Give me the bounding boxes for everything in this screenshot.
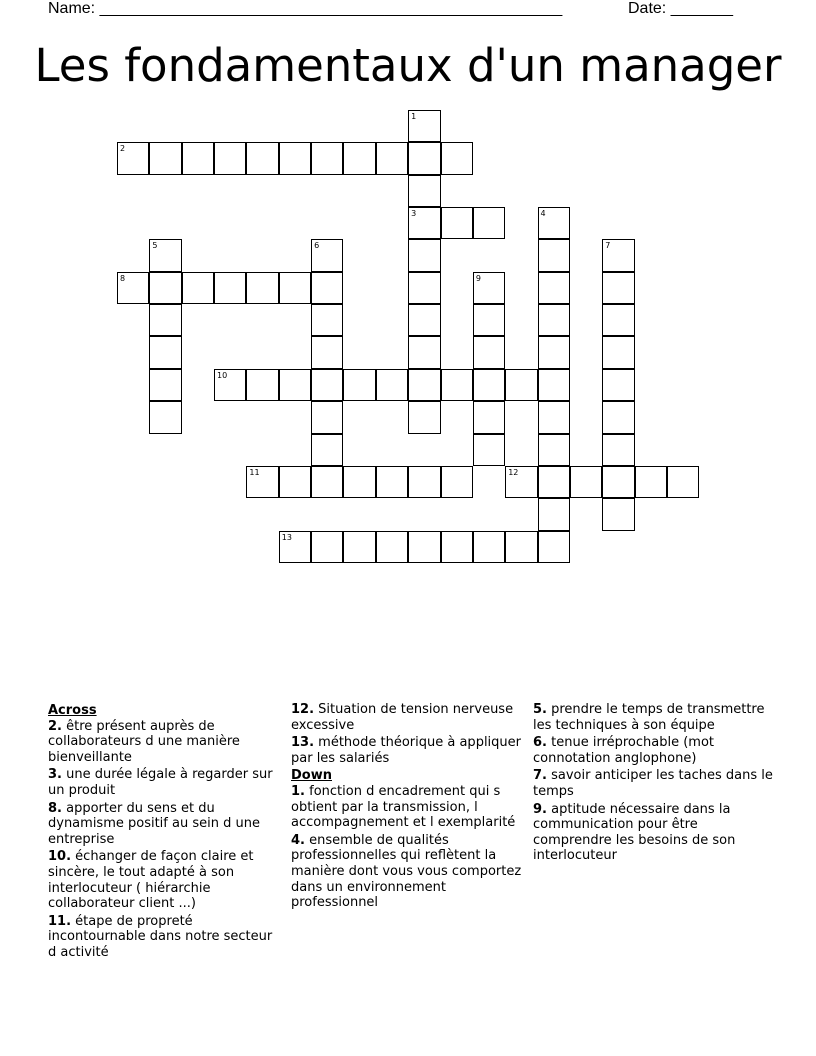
- clue-number-label: 7: [605, 241, 611, 251]
- crossword-cell[interactable]: [538, 336, 570, 368]
- clue-number: 3.: [48, 767, 62, 783]
- clue-number: 4.: [291, 832, 305, 848]
- clue-number-label: 10: [217, 370, 228, 380]
- crossword-cell[interactable]: [311, 272, 343, 304]
- crossword-cell[interactable]: [408, 272, 440, 304]
- clue-text: fonction d encadrement qui s obtient par la transmission, l accompagnement et l exemplarité: [291, 783, 516, 831]
- clue-text: apporter du sens et du dynamisme positif au sein d une entreprise: [48, 800, 260, 847]
- crossword-cell[interactable]: [570, 466, 602, 498]
- crossword-cell[interactable]: [602, 336, 634, 368]
- crossword-cell[interactable]: [149, 401, 181, 433]
- crossword-cell[interactable]: [343, 369, 375, 401]
- clue-text: ensemble de qualités professionnelles qui reflètent la manière dont vous vous comportez dans un environnement professionnel: [291, 832, 522, 911]
- crossword-cell[interactable]: [376, 369, 408, 401]
- crossword-cell[interactable]: [376, 531, 408, 563]
- crossword-cell[interactable]: [473, 434, 505, 466]
- crossword-cell[interactable]: [602, 304, 634, 336]
- crossword-cell[interactable]: [441, 207, 473, 239]
- clue-down-4: [291, 833, 527, 911]
- crossword-cell[interactable]: [343, 142, 375, 174]
- crossword-cell[interactable]: [505, 369, 537, 401]
- crossword-cell[interactable]: [214, 142, 246, 174]
- crossword-cell[interactable]: [214, 272, 246, 304]
- clue-number: 1.: [291, 783, 305, 799]
- crossword-cell[interactable]: [149, 239, 181, 271]
- crossword-cell[interactable]: [149, 142, 181, 174]
- crossword-cell[interactable]: [343, 531, 375, 563]
- crossword-cell[interactable]: [538, 207, 570, 239]
- clue-number: 2.: [48, 718, 62, 734]
- clue-number: 6.: [533, 735, 547, 751]
- crossword-cell[interactable]: [602, 498, 634, 530]
- crossword-cell[interactable]: [538, 531, 570, 563]
- crossword-grid: [117, 110, 699, 564]
- clue-number-label: 2: [120, 144, 126, 154]
- crossword-cell[interactable]: [149, 336, 181, 368]
- crossword-cell[interactable]: [279, 142, 311, 174]
- crossword-cell[interactable]: [343, 466, 375, 498]
- crossword-cell[interactable]: [538, 369, 570, 401]
- clue-text: méthode théorique à appliquer par les salariés: [291, 735, 521, 766]
- page-title: Les fondamentaux d'un manager: [34, 39, 782, 92]
- clue-text: savoir anticiper les taches dans le temps: [533, 768, 773, 799]
- clue-text: étape de propreté incontournable dans notre secteur d activité: [48, 913, 273, 960]
- crossword-cell[interactable]: [408, 110, 440, 142]
- crossword-cell[interactable]: [279, 369, 311, 401]
- crossword-cell[interactable]: [473, 531, 505, 563]
- clue-number: 5.: [533, 702, 547, 717]
- crossword-cell[interactable]: [246, 369, 278, 401]
- clue-number: 12.: [291, 702, 315, 717]
- crossword-cell[interactable]: [473, 272, 505, 304]
- crossword-cell[interactable]: [538, 401, 570, 433]
- crossword-cell[interactable]: [279, 272, 311, 304]
- crossword-cell[interactable]: [505, 466, 537, 498]
- crossword-cell[interactable]: [473, 207, 505, 239]
- clue-number: 11.: [48, 913, 72, 929]
- crossword-cell[interactable]: [441, 531, 473, 563]
- down-heading: Down: [291, 768, 332, 784]
- crossword-cell[interactable]: [149, 304, 181, 336]
- crossword-cell[interactable]: [311, 401, 343, 433]
- clue-number: 9.: [533, 801, 547, 817]
- crossword-cell[interactable]: [441, 466, 473, 498]
- clues-column-1: [48, 702, 282, 963]
- crossword-cell[interactable]: [311, 434, 343, 466]
- clue-number-label: 13: [281, 532, 292, 542]
- crossword-cell[interactable]: [602, 466, 634, 498]
- crossword-cell[interactable]: [279, 531, 311, 563]
- clues-column-3: [533, 702, 773, 866]
- crossword-cell[interactable]: [311, 531, 343, 563]
- crossword-cell[interactable]: [602, 369, 634, 401]
- date-field-label: Date: _______: [628, 0, 733, 17]
- crossword-cell[interactable]: [408, 531, 440, 563]
- crossword-cell[interactable]: [246, 272, 278, 304]
- crossword-cell[interactable]: [408, 336, 440, 368]
- crossword-cell[interactable]: [408, 239, 440, 271]
- clue-text: aptitude nécessaire dans la communication pour être comprendre les besoins de son interlocuteur: [533, 801, 736, 864]
- clue-across-2: [48, 719, 282, 766]
- crossword-cell[interactable]: [246, 466, 278, 498]
- clue-number-label: 8: [120, 273, 126, 283]
- clue-number: 8.: [48, 800, 62, 816]
- crossword-cell[interactable]: [408, 175, 440, 207]
- crossword-cell[interactable]: [441, 142, 473, 174]
- clue-across-10: [48, 849, 282, 911]
- crossword-cell[interactable]: [473, 336, 505, 368]
- crossword-cell[interactable]: [246, 142, 278, 174]
- crossword-cell[interactable]: [538, 498, 570, 530]
- crossword-cell[interactable]: [408, 142, 440, 174]
- crossword-cell[interactable]: [408, 466, 440, 498]
- crossword-cell[interactable]: [149, 272, 181, 304]
- clue-across-8: [48, 801, 282, 848]
- crossword-cell[interactable]: [473, 401, 505, 433]
- crossword-cell[interactable]: [117, 272, 149, 304]
- crossword-cell[interactable]: [667, 466, 699, 498]
- clue-down-1: [291, 784, 527, 831]
- clue-number-label: 3: [411, 209, 417, 219]
- crossword-cell[interactable]: [602, 401, 634, 433]
- crossword-cell[interactable]: [538, 434, 570, 466]
- crossword-cell[interactable]: [149, 369, 181, 401]
- crossword-cell[interactable]: [311, 304, 343, 336]
- clue-number-label: 1: [411, 112, 417, 121]
- crossword-cell[interactable]: [311, 239, 343, 271]
- clue-text: prendre le temps de transmettre les techniques à son équipe: [533, 702, 765, 733]
- crossword-cell[interactable]: [311, 466, 343, 498]
- clue-text: échanger de façon claire et sincère, le tout adapté à son interlocuteur ( hiérarchie collaborateur client ...): [48, 849, 254, 912]
- clue-text: tenue irréprochable (mot connotation anglophone): [533, 735, 715, 766]
- crossword-cell[interactable]: [182, 142, 214, 174]
- clue-number-label: 9: [475, 273, 481, 283]
- crossword-cell[interactable]: [538, 304, 570, 336]
- crossword-cell[interactable]: [505, 531, 537, 563]
- crossword-cell[interactable]: [602, 272, 634, 304]
- clue-text: Situation de tension nerveuse excessive: [291, 702, 514, 733]
- clue-number-label: 5: [152, 241, 158, 251]
- clue-across-3: [48, 767, 282, 798]
- crossword-cell[interactable]: [279, 466, 311, 498]
- crossword-cell[interactable]: [408, 401, 440, 433]
- clue-number-label: 6: [314, 241, 320, 251]
- crossword-cell[interactable]: [538, 272, 570, 304]
- crossword-cell[interactable]: [473, 304, 505, 336]
- clue-text: une durée légale à regarder sur un produit: [48, 767, 273, 798]
- crossword-cell[interactable]: [376, 466, 408, 498]
- crossword-cell[interactable]: [311, 142, 343, 174]
- header: [48, 0, 748, 20]
- clue-number-label: 4: [540, 209, 546, 219]
- crossword-cell[interactable]: [441, 369, 473, 401]
- clues-column-2: [291, 702, 527, 913]
- crossword-cell[interactable]: [602, 434, 634, 466]
- crossword-cell[interactable]: [214, 369, 246, 401]
- crossword-cell[interactable]: [473, 369, 505, 401]
- clue-number: 7.: [533, 768, 547, 784]
- clue-text: être présent auprès de collaborateurs d une manière bienveillante: [48, 718, 240, 765]
- crossword-cell[interactable]: [311, 369, 343, 401]
- clue-down-9: [533, 802, 773, 864]
- across-heading: Across: [48, 703, 97, 718]
- crossword-cell[interactable]: [602, 239, 634, 271]
- crossword-cell[interactable]: [538, 466, 570, 498]
- clue-down-7: [533, 768, 773, 799]
- clue-number-label: 12: [508, 467, 519, 477]
- crossword-cell[interactable]: [408, 304, 440, 336]
- clue-across-12: [291, 702, 527, 733]
- crossword-cell[interactable]: [376, 142, 408, 174]
- clue-across-11: [48, 914, 282, 961]
- crossword-cell[interactable]: [182, 272, 214, 304]
- clue-down-5: [533, 702, 773, 733]
- clue-number: 10.: [48, 849, 72, 865]
- crossword-cell[interactable]: [408, 207, 440, 239]
- clue-number: 13.: [291, 735, 315, 751]
- crossword-cell[interactable]: [117, 142, 149, 174]
- crossword-cell[interactable]: [311, 336, 343, 368]
- crossword-cell[interactable]: [635, 466, 667, 498]
- clue-across-13: [291, 735, 527, 766]
- crossword-cell[interactable]: [538, 239, 570, 271]
- clue-down-6: [533, 735, 773, 766]
- clue-number-label: 11: [249, 467, 260, 477]
- name-field-label: Name: ____________________________________________________: [48, 0, 563, 17]
- crossword-cell[interactable]: [408, 369, 440, 401]
